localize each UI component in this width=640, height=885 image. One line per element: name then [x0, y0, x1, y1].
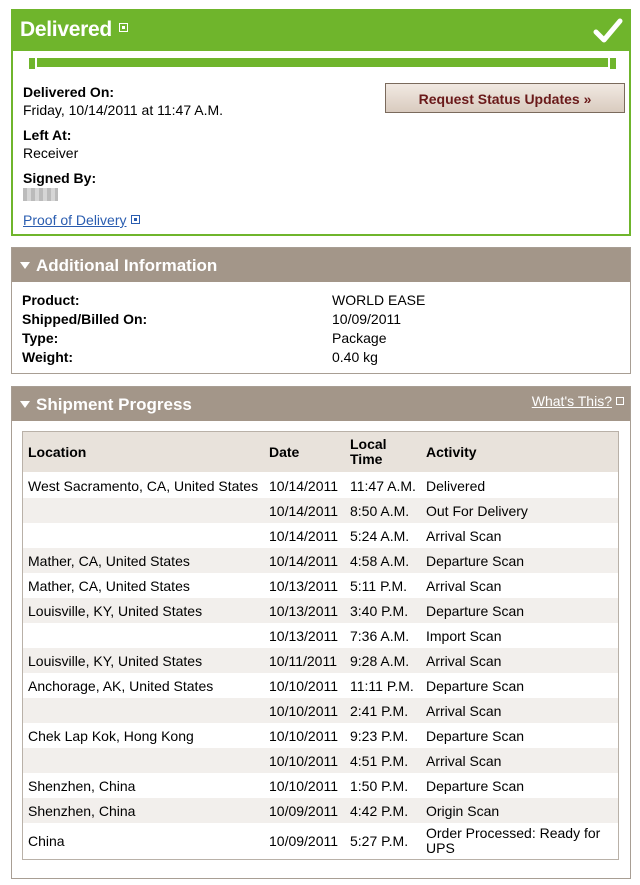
cell-activity: Arrival Scan — [426, 577, 502, 594]
cell-local-time: 4:42 P.M. — [345, 798, 421, 823]
cell-local-time: 11:47 A.M. — [350, 477, 416, 494]
shipped-billed-label: Shipped/Billed On: — [22, 311, 148, 327]
cell-location: West Sacramento, CA, United States — [28, 477, 259, 494]
table-row — [23, 698, 618, 723]
cell-date: 10/13/2011 — [269, 577, 339, 594]
cell-local-time: 9:23 P.M. — [350, 727, 409, 744]
cell-location: Louisville, KY, United States — [23, 598, 264, 623]
cell-location: China — [28, 833, 65, 849]
delivered-on-label: Delivered On: — [23, 84, 115, 100]
shipment-progress-header[interactable] — [12, 387, 630, 421]
cell-location: Chek Lap Kok, Hong Kong — [28, 727, 194, 744]
cell-date: 10/10/2011 — [269, 777, 339, 794]
table-row — [23, 573, 618, 598]
cell-date: 10/10/2011 — [269, 727, 339, 744]
request-status-updates-button[interactable]: Request Status Updates » — [385, 83, 625, 113]
type-value: Package — [332, 330, 387, 346]
external-link-icon — [616, 397, 624, 405]
cell-date: 10/14/2011 — [269, 527, 339, 544]
cell-activity: Arrival Scan — [421, 698, 618, 723]
column-header-activity: Activity — [421, 432, 618, 473]
delivery-progress-bar — [37, 58, 608, 67]
cell-location — [23, 698, 264, 723]
shipment-progress-table — [23, 432, 618, 859]
proof-of-delivery-label: Proof of Delivery — [23, 212, 127, 228]
cell-date: 10/14/2011 — [269, 477, 339, 494]
cell-date: 10/14/2011 — [264, 498, 345, 523]
cell-activity: Origin Scan — [421, 798, 618, 823]
table-row — [23, 548, 618, 573]
cell-date: 10/13/2011 — [269, 627, 339, 644]
cell-local-time: 11:11 P.M. — [350, 677, 414, 694]
column-header-date: Date — [264, 432, 345, 473]
table-row — [23, 473, 618, 499]
left-at-value: Receiver — [23, 145, 79, 161]
cell-local-time: 2:41 P.M. — [345, 698, 421, 723]
cell-local-time: 3:40 P.M. — [345, 598, 421, 623]
additional-info-title: Additional Information — [36, 256, 218, 275]
cell-local-time: 4:58 A.M. — [345, 548, 421, 573]
table-row — [23, 498, 618, 523]
proof-of-delivery-link[interactable] — [23, 212, 140, 228]
cell-date: 10/14/2011 — [264, 548, 345, 573]
cell-location — [23, 498, 264, 523]
shipment-progress-title: Shipment Progress — [36, 395, 192, 414]
cell-date: 10/09/2011 — [264, 798, 345, 823]
cell-location — [23, 748, 264, 773]
progress-end-marker — [610, 58, 616, 69]
cell-activity: Departure Scan — [426, 777, 525, 794]
collapse-triangle-icon[interactable] — [20, 401, 30, 408]
left-at-label: Left At: — [23, 127, 72, 143]
cell-activity: Arrival Scan — [426, 527, 502, 544]
table-row — [23, 723, 618, 748]
cell-local-time: 5:11 P.M. — [350, 577, 408, 594]
cell-local-time: 5:27 P.M. — [350, 833, 409, 849]
delivered-header — [13, 11, 629, 51]
table-row — [23, 623, 618, 648]
cell-activity: Order Processed: Ready for UPS — [426, 825, 601, 856]
cell-local-time: 1:50 P.M. — [350, 777, 409, 794]
cell-date: 10/10/2011 — [269, 677, 339, 694]
delivered-panel — [11, 9, 631, 236]
cell-local-time: 8:50 A.M. — [345, 498, 421, 523]
cell-location: Shenzhen, China — [23, 798, 264, 823]
table-row — [23, 798, 618, 823]
table-row — [23, 598, 618, 623]
cell-location: Mather, CA, United States — [23, 548, 264, 573]
type-label: Type: — [22, 330, 59, 346]
cell-activity: Delivered — [426, 477, 486, 494]
cell-activity: Import Scan — [426, 627, 502, 644]
cell-date: 10/10/2011 — [264, 748, 345, 773]
cell-location: Louisville, KY, United States — [23, 648, 264, 673]
weight-label: Weight: — [22, 349, 74, 365]
additional-info-header[interactable] — [12, 248, 630, 282]
collapse-triangle-icon[interactable] — [20, 262, 30, 269]
table-row — [23, 748, 618, 773]
external-link-icon[interactable] — [119, 23, 128, 32]
column-header-location: Location — [23, 432, 264, 473]
cell-date: 10/11/2011 — [264, 648, 345, 673]
cell-local-time: 4:51 P.M. — [345, 748, 421, 773]
cell-activity: Arrival Scan — [421, 748, 618, 773]
product-value: WORLD EASE — [332, 292, 426, 308]
weight-value: 0.40 kg — [332, 349, 378, 365]
cell-local-time: 7:36 A.M. — [350, 627, 410, 644]
product-label: Product: — [22, 292, 80, 308]
delivered-title: Delivered — [20, 18, 112, 41]
cell-activity: Departure Scan — [426, 727, 525, 744]
shipment-progress-table-wrap — [22, 431, 619, 860]
cell-local-time: 5:24 A.M. — [350, 527, 410, 544]
cell-location: Anchorage, AK, United States — [28, 677, 214, 694]
table-row — [23, 773, 618, 798]
cell-activity: Arrival Scan — [421, 648, 618, 673]
cell-date: 10/13/2011 — [264, 598, 345, 623]
whats-this-link[interactable]: What's This? — [531, 393, 612, 409]
signature-redacted — [23, 188, 58, 201]
table-header-row — [23, 432, 618, 473]
cell-date: 10/10/2011 — [264, 698, 345, 723]
signed-by-label: Signed By: — [23, 170, 97, 186]
table-row — [23, 673, 618, 698]
shipped-billed-value: 10/09/2011 — [332, 311, 402, 327]
progress-start-marker — [29, 58, 35, 69]
cell-date: 10/09/2011 — [269, 833, 339, 849]
delivered-on-value: Friday, 10/14/2011 at 11:47 A.M. — [23, 102, 224, 118]
cell-activity: Departure Scan — [421, 548, 618, 573]
additional-info-panel — [11, 247, 631, 374]
column-header-local-time — [345, 432, 421, 473]
cell-location: Shenzhen, China — [28, 777, 136, 794]
table-row — [23, 523, 618, 548]
shipment-progress-panel — [11, 386, 631, 879]
cell-activity: Departure Scan — [426, 677, 525, 694]
table-row — [23, 648, 618, 673]
table-row — [23, 823, 618, 859]
cell-location — [23, 623, 264, 648]
cell-location: Mather, CA, United States — [28, 577, 190, 594]
cell-activity: Departure Scan — [421, 598, 618, 623]
cell-local-time: 9:28 A.M. — [345, 648, 421, 673]
cell-location — [23, 523, 264, 548]
cell-activity: Out For Delivery — [421, 498, 618, 523]
external-link-icon — [131, 215, 140, 224]
local-time-line1: Local — [350, 436, 387, 452]
local-time-line2: Time — [350, 451, 383, 467]
checkmark-icon — [593, 16, 623, 46]
